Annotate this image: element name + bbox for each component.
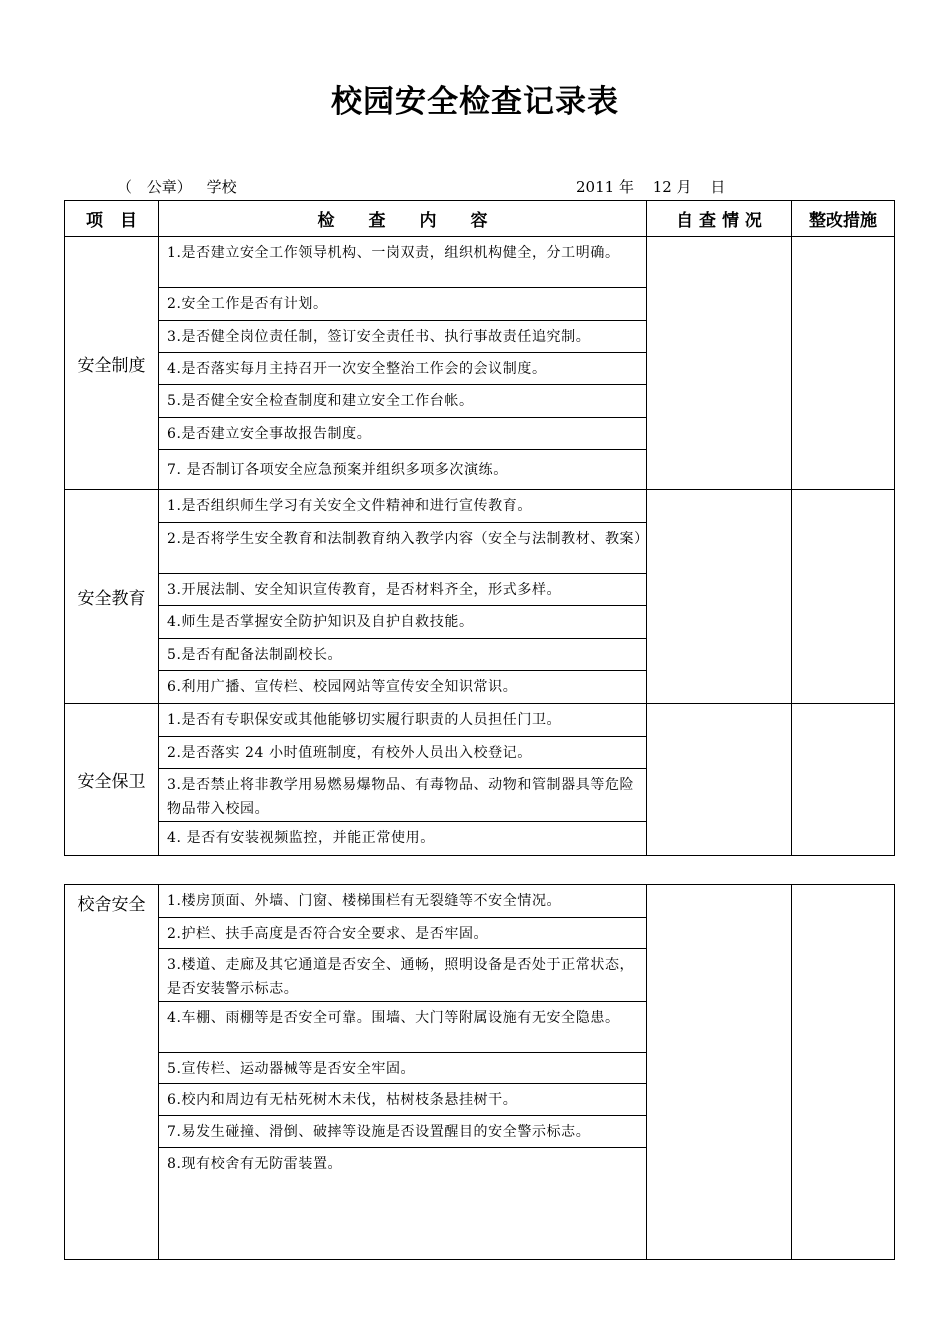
day-label: 日 xyxy=(710,178,726,196)
self-check-cell[interactable] xyxy=(647,885,792,1260)
self-check-cell[interactable] xyxy=(647,490,792,704)
check-item: 3.是否禁止将非教学用易燃易爆物品、有毒物品、动物和管制器具等危险物品带入校园。 xyxy=(159,769,647,822)
header-rectify: 整改措施 xyxy=(792,201,895,237)
check-item: 5.是否有配备法制副校长。 xyxy=(159,639,647,671)
header-project: 项 目 xyxy=(65,201,159,237)
check-item: 4.车棚、雨棚等是否安全可靠。围墙、大门等附属设施有无安全隐患。 xyxy=(159,1002,647,1053)
year-label: 2011 年 xyxy=(576,178,634,196)
check-item: 7. 是否制订各项安全应急预案并组织多项多次演练。 xyxy=(159,450,647,490)
check-item: 1.是否有专职保安或其他能够切实履行职责的人员担任门卫。 xyxy=(159,704,647,737)
check-item: 1.楼房顶面、外墙、门窗、楼梯围栏有无裂缝等不安全情况。 xyxy=(159,885,647,918)
inspection-table xyxy=(64,200,895,856)
self-check-cell[interactable] xyxy=(647,704,792,856)
check-item: 5.宣传栏、运动器械等是否安全牢固。 xyxy=(159,1053,647,1084)
check-item: 2.安全工作是否有计划。 xyxy=(159,288,647,321)
header-seal-line xyxy=(117,176,247,197)
check-item: 6.利用广播、宣传栏、校园网站等宣传安全知识常识。 xyxy=(159,671,647,704)
check-item: 5.是否健全安全检查制度和建立安全工作台帐。 xyxy=(159,385,647,418)
check-item: 4.是否落实每月主持召开一次安全整治工作会的会议制度。 xyxy=(159,353,647,385)
check-item: 3.楼道、走廊及其它通道是否安全、通畅，照明设备是否处于正常状态，是否安装警示标志。 xyxy=(159,949,647,1002)
header-date-line xyxy=(576,176,739,197)
check-item: 7.易发生碰撞、滑倒、破摔等设施是否设置醒目的安全警示标志。 xyxy=(159,1116,647,1148)
category-safety-education: 安全教育 xyxy=(65,490,159,704)
header-content: 检 查 内 容 xyxy=(159,201,647,237)
dorm-inspection-table xyxy=(64,884,895,1260)
seal-label: 公章） xyxy=(146,178,192,196)
check-item: 2.是否将学生安全教育和法制教育纳入教学内容（安全与法制教材、教案） xyxy=(159,523,647,574)
check-item: 6.校内和周边有无枯死树木未伐，枯树枝条悬挂树干。 xyxy=(159,1084,647,1116)
check-item: 1.是否建立安全工作领导机构、一岗双责，组织机构健全，分工明确。 xyxy=(159,237,647,288)
check-item: 4.师生是否掌握安全防护知识及自护自救技能。 xyxy=(159,606,647,639)
check-item: 2.是否落实 24 小时值班制度，有校外人员出入校登记。 xyxy=(159,737,647,769)
category-safety-security: 安全保卫 xyxy=(65,704,159,856)
check-item: 3.是否健全岗位责任制，签订安全责任书、执行事故责任追究制。 xyxy=(159,321,647,353)
page-title: 校园安全检查记录表 xyxy=(331,84,619,120)
rectify-cell[interactable] xyxy=(792,885,895,1260)
header-self-check: 自 查 情 况 xyxy=(647,201,792,237)
check-item: 3.开展法制、安全知识宣传教育，是否材料齐全，形式多样。 xyxy=(159,574,647,606)
check-item: 4. 是否有安装视频监控，并能正常使用。 xyxy=(159,822,647,856)
check-item: 6.是否建立安全事故报告制度。 xyxy=(159,418,647,450)
check-item: 2.护栏、扶手高度是否符合安全要求、是否牢固。 xyxy=(159,918,647,949)
category-dorm-safety: 校舍安全 xyxy=(65,885,159,1260)
rectify-cell[interactable] xyxy=(792,237,895,490)
seal-open-label: （ xyxy=(117,178,133,196)
school-label: 学校 xyxy=(206,178,237,196)
check-item: 1.是否组织师生学习有关安全文件精神和进行宣传教育。 xyxy=(159,490,647,523)
rectify-cell[interactable] xyxy=(792,704,895,856)
rectify-cell[interactable] xyxy=(792,490,895,704)
category-safety-system: 安全制度 xyxy=(65,237,159,490)
month-label: 12 月 xyxy=(652,178,692,196)
self-check-cell[interactable] xyxy=(647,237,792,490)
check-item: 8.现有校舍有无防雷装置。 xyxy=(159,1148,647,1260)
